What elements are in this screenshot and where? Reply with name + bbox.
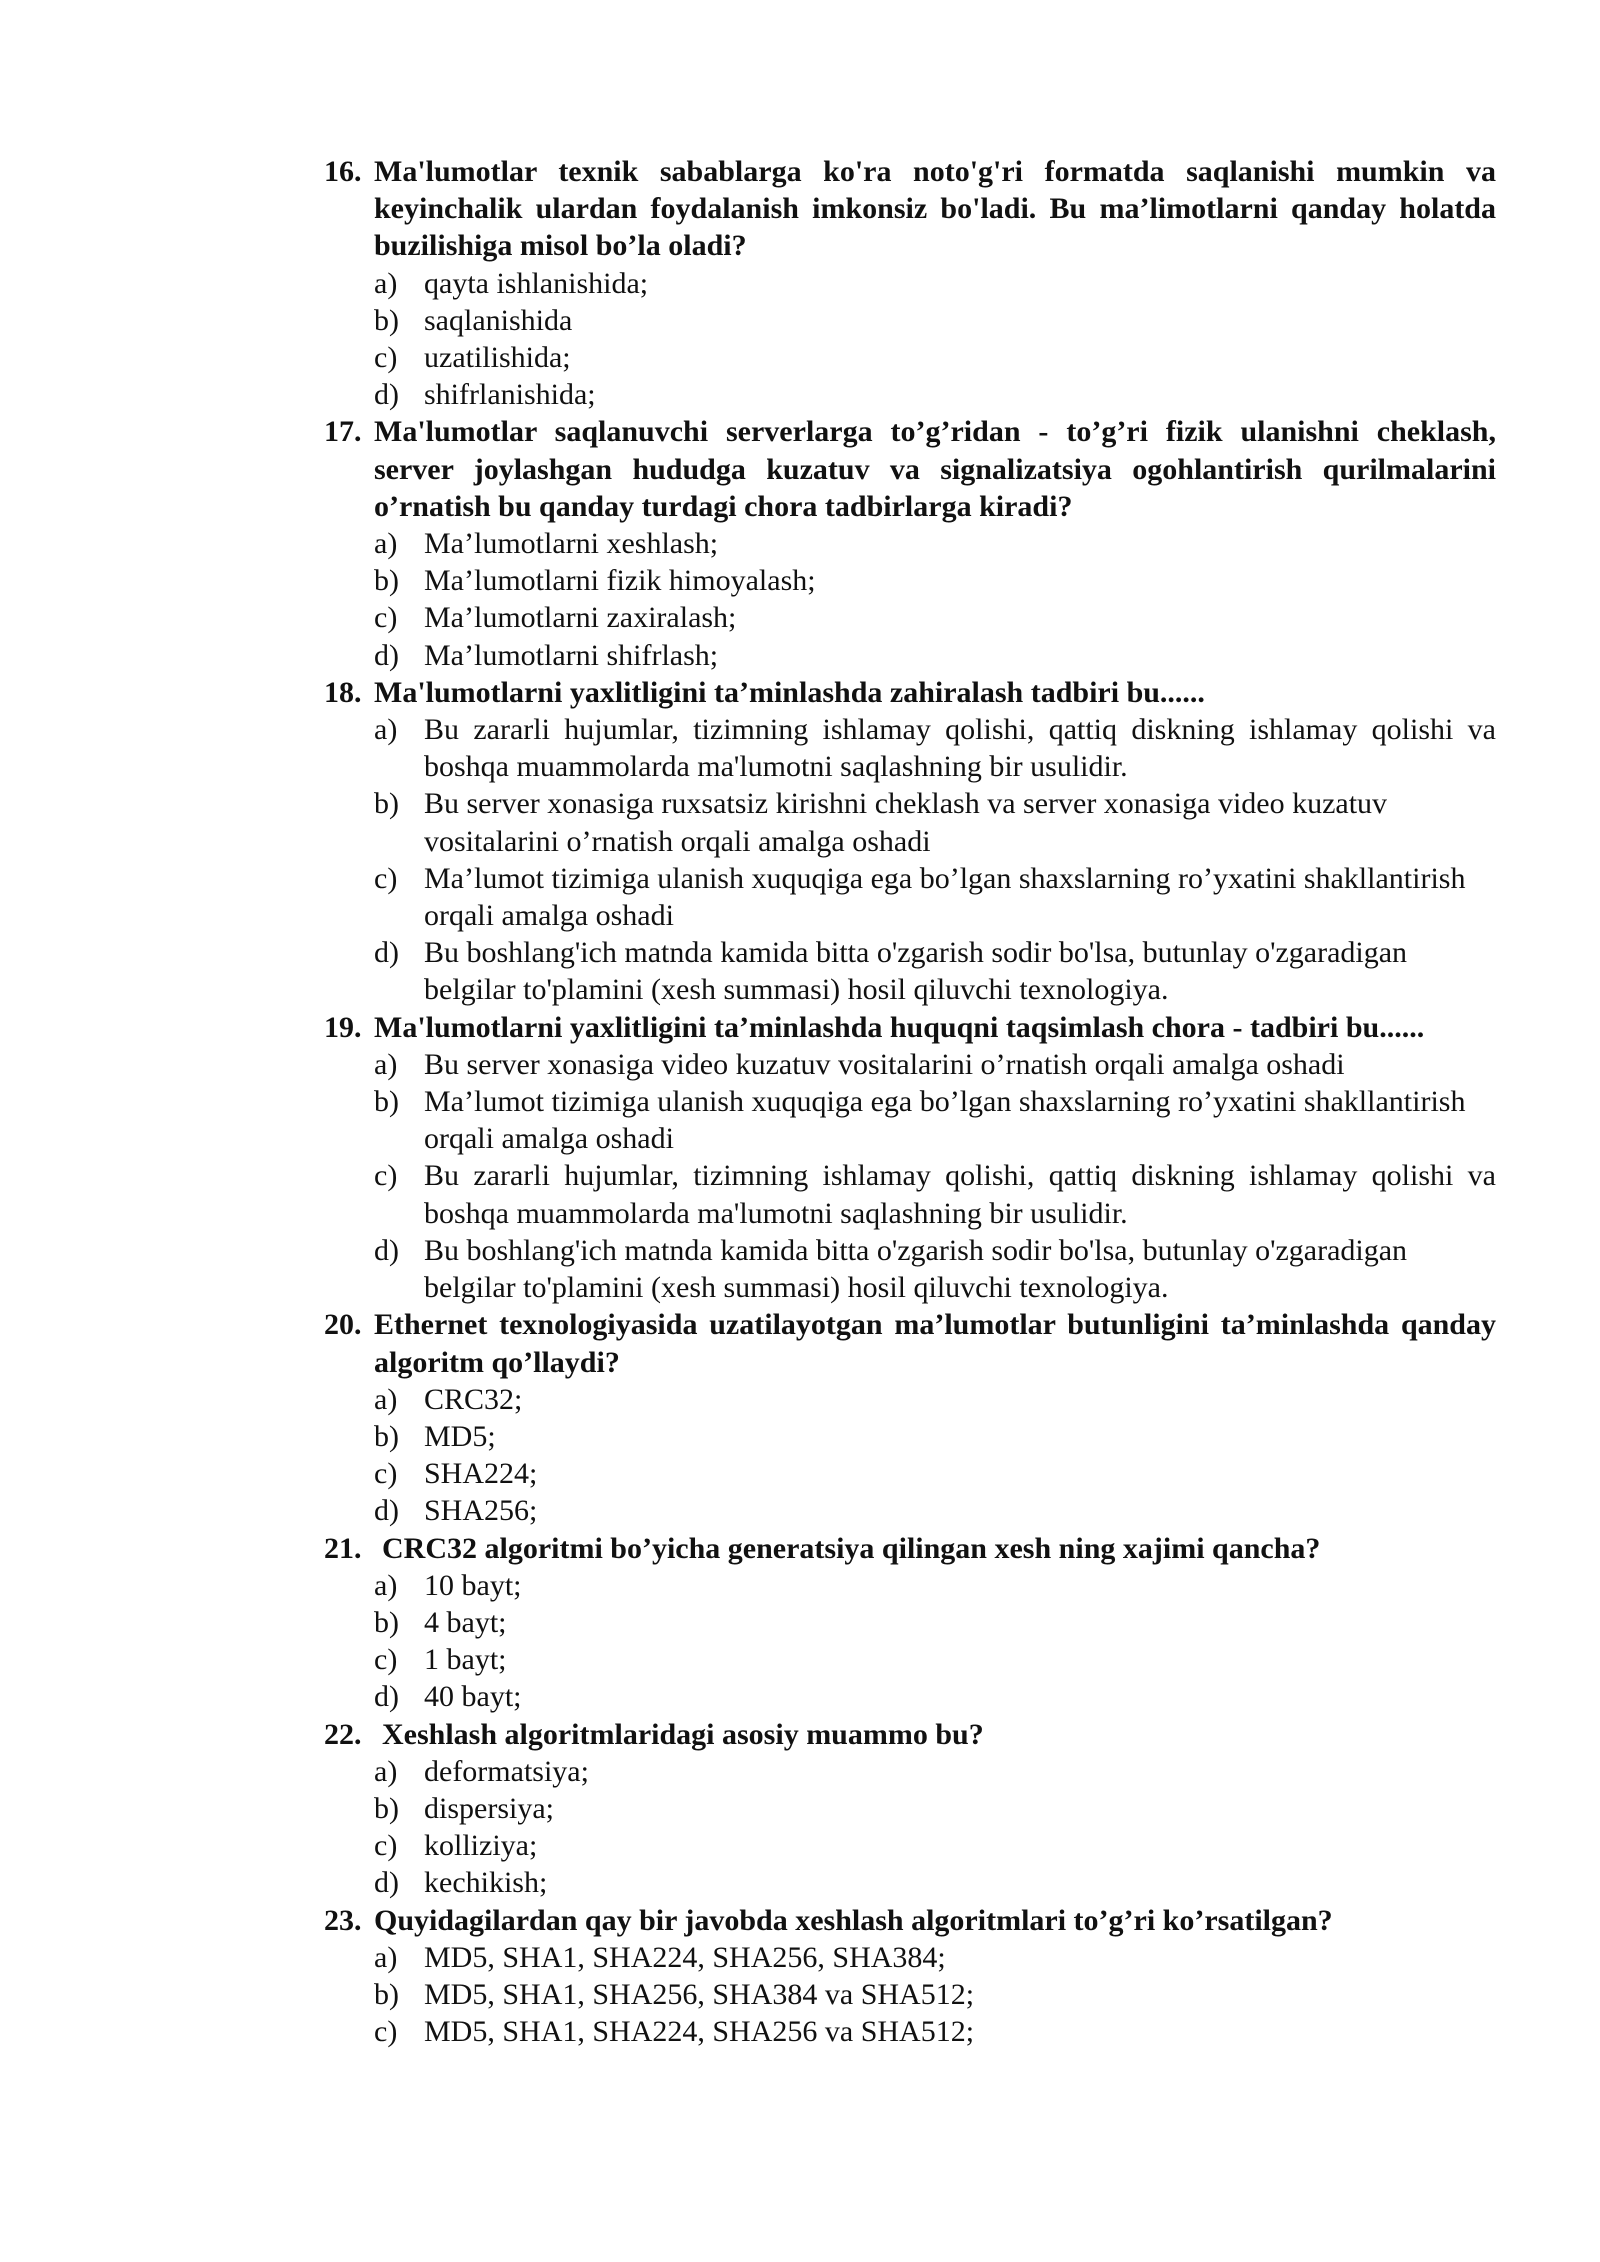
option-text: shifrlanishida;: [424, 378, 596, 412]
question-text: Ma'lumotlarni yaxlitligini ta’minlashda zahiralash tadbiri bu......: [374, 675, 1205, 709]
question-number: 23.: [324, 1903, 362, 1937]
answer-option: [374, 302, 1496, 339]
answer-option: [374, 1753, 1496, 1790]
answer-option: [374, 265, 1496, 302]
answer-option: [374, 711, 1496, 785]
option-text: kechikish;: [424, 1866, 548, 1900]
question-text: Ma'lumotlar texnik sabablarga ko'ra noto'g'ri formatda saqlanishi mumkin va keyinchalik ulardan foydalanish imkonsiz bo'ladi. Bu ma’limotlarni qanday holatda buzilishiga misol bo’la oladi?: [374, 155, 1496, 263]
option-text: qayta ishlanishida;: [424, 266, 649, 300]
question-text: Quyidagilardan qay bir javobda xeshlash algoritmlari to’g’ri ko’rsatilgan?: [374, 1903, 1333, 1937]
question-text: CRC32 algoritmi bo’yicha generatsiya qilingan xesh ning xajimi qancha?: [382, 1531, 1321, 1565]
option-letter: d): [374, 1494, 399, 1528]
option-letter: b): [374, 1085, 399, 1119]
answer-option: [374, 1455, 1496, 1492]
answer-options: [374, 1381, 1496, 1530]
option-letter: d): [374, 1233, 399, 1267]
option-text: 40 bayt;: [424, 1680, 522, 1714]
question-number: 22.: [324, 1717, 362, 1751]
answer-option: [374, 1046, 1496, 1083]
option-letter: b): [374, 1791, 399, 1825]
option-letter: b): [374, 564, 399, 598]
answer-option: [374, 1864, 1496, 1901]
answer-option: [374, 599, 1496, 636]
option-text: MD5;: [424, 1419, 496, 1453]
answer-option: [374, 1157, 1496, 1231]
option-letter: a): [374, 713, 398, 747]
answer-option: [374, 1381, 1496, 1418]
answer-option: [374, 1418, 1496, 1455]
option-text: Bu zararli hujumlar, tizimning ishlamay qolishi, qattiq diskning ishlamay qolishi va boshqa muammolarda ma'lumotni saqlashning bir usulidir.: [424, 1159, 1496, 1230]
option-text: uzatilishida;: [424, 341, 571, 375]
question-number: 16.: [324, 155, 362, 188]
option-letter: b): [374, 1605, 399, 1639]
question-number: 19.: [324, 1010, 362, 1044]
answer-option: [374, 339, 1496, 376]
question-17: [324, 413, 1496, 673]
question-text: Xeshlash algoritmlaridagi asosiy muammo bu?: [382, 1717, 984, 1751]
option-text: 4 bayt;: [424, 1605, 507, 1639]
question-number: 18.: [324, 675, 362, 709]
answer-options: [374, 1939, 1496, 2051]
question-16: [324, 153, 1496, 413]
answer-options: [374, 1753, 1496, 1902]
answer-option: [374, 1678, 1496, 1715]
question-number: 21.: [324, 1531, 362, 1565]
option-letter: d): [374, 936, 399, 970]
answer-option: [374, 860, 1496, 934]
option-letter: d): [374, 638, 399, 672]
question-text: Ma'lumotlar saqlanuvchi serverlarga to’g’ridan - to’g’ri fizik ulanishni cheklash, server joylashgan hududga kuzatuv va signalizatsiya ogohlantirish qurilmalarini o’rnatish bu qanday turdagi chora tadbirlarga kiradi?: [374, 415, 1496, 523]
option-letter: a): [374, 1047, 398, 1081]
answer-option: [374, 785, 1496, 859]
option-letter: a): [374, 266, 398, 300]
question-19: [324, 1009, 1496, 1307]
option-letter: d): [374, 1680, 399, 1714]
option-letter: c): [374, 1457, 398, 1491]
option-letter: c): [374, 1643, 398, 1677]
question-20: [324, 1306, 1496, 1529]
option-text: Bu server xonasiga video kuzatuv vositalarini o’rnatish orqali amalga oshadi: [424, 1047, 1345, 1081]
option-text: MD5, SHA1, SHA224, SHA256 va SHA512;: [424, 2015, 975, 2049]
answer-option: [374, 1492, 1496, 1529]
answer-options: [374, 1567, 1496, 1716]
option-text: 1 bayt;: [424, 1643, 507, 1677]
option-text: 10 bayt;: [424, 1568, 522, 1602]
option-letter: a): [374, 527, 398, 561]
option-letter: b): [374, 1977, 399, 2011]
answer-option: [374, 1567, 1496, 1604]
option-letter: a): [374, 1754, 398, 1788]
answer-option: [374, 1827, 1496, 1864]
answer-option: [374, 637, 1496, 674]
option-letter: d): [374, 1866, 399, 1900]
question-22: [324, 1716, 1496, 1902]
option-text: Bu zararli hujumlar, tizimning ishlamay qolishi, qattiq diskning ishlamay qolishi va boshqa muammolarda ma'lumotni saqlashning bir usulidir.: [424, 713, 1496, 784]
question-text: Ma'lumotlarni yaxlitligini ta’minlashda huquqni taqsimlash chora - tadbiri bu......: [374, 1010, 1425, 1044]
option-text: Ma’lumotlarni zaxiralash;: [424, 601, 737, 635]
option-text: Ma’lumot tizimiga ulanish xuquqiga ega bo’lgan shaxslarning ro’yxatini shakllantirish orqali amalga oshadi: [424, 1085, 1466, 1156]
answer-option: [374, 562, 1496, 599]
option-letter: b): [374, 1419, 399, 1453]
option-letter: b): [374, 787, 399, 821]
answer-options: [374, 1046, 1496, 1306]
answer-option: [374, 1641, 1496, 1678]
answer-options: [374, 265, 1496, 414]
option-letter: c): [374, 1829, 398, 1863]
option-letter: c): [374, 1159, 398, 1193]
answer-option: [374, 934, 1496, 1008]
option-text: MD5, SHA1, SHA256, SHA384 va SHA512;: [424, 1977, 975, 2011]
option-text: deformatsiya;: [424, 1754, 589, 1788]
option-text: CRC32;: [424, 1382, 523, 1416]
option-text: MD5, SHA1, SHA224, SHA256, SHA384;: [424, 1940, 946, 1974]
option-letter: b): [374, 303, 399, 337]
answer-option: [374, 1083, 1496, 1157]
option-text: Ma’lumotlarni shifrlash;: [424, 638, 719, 672]
option-text: dispersiya;: [424, 1791, 554, 1825]
option-letter: a): [374, 1568, 398, 1602]
option-letter: a): [374, 1940, 398, 1974]
answer-option: [374, 2013, 1496, 2050]
option-letter: c): [374, 861, 398, 895]
option-text: kolliziya;: [424, 1829, 538, 1863]
answer-option: [374, 525, 1496, 562]
answer-option: [374, 1232, 1496, 1306]
question-number: 17.: [324, 415, 362, 449]
option-letter: d): [374, 378, 399, 412]
option-text: SHA256;: [424, 1494, 538, 1528]
answer-option: [374, 1604, 1496, 1641]
option-text: Bu server xonasiga ruxsatsiz kirishni cheklash va server xonasiga video kuzatuv vositalarini o’rnatish orqali amalga oshadi: [424, 787, 1388, 858]
option-letter: c): [374, 2015, 398, 2049]
option-letter: c): [374, 341, 398, 375]
question-text: Ethernet texnologiyasida uzatilayotgan ma’lumotlar butunligini ta’minlashda qanday algoritm qo’llaydi?: [374, 1308, 1496, 1379]
question-23: [324, 1902, 1496, 2051]
option-text: Ma’lumotlarni xeshlash;: [424, 527, 719, 561]
answer-option: [374, 376, 1496, 413]
option-text: saqlanishida: [424, 303, 573, 337]
answer-options: [374, 525, 1496, 674]
question-18: [324, 674, 1496, 1009]
question-21: [324, 1530, 1496, 1716]
option-text: Ma’lumotlarni fizik himoyalash;: [424, 564, 816, 598]
answer-option: [374, 1939, 1496, 1976]
option-text: SHA224;: [424, 1457, 538, 1491]
option-letter: a): [374, 1382, 398, 1416]
option-text: Bu boshlang'ich matnda kamida bitta o'zgarish sodir bo'lsa, butunlay o'zgaradigan belgilar to'plamini (xesh summasi) hosil qiluvchi texnologiya.: [424, 1233, 1408, 1305]
document-page: [324, 153, 1496, 2050]
option-letter: c): [374, 601, 398, 635]
answer-option: [374, 1976, 1496, 2013]
option-text: Ma’lumot tizimiga ulanish xuquqiga ega bo’lgan shaxslarning ro’yxatini shakllantirish orqali amalga oshadi: [424, 861, 1466, 933]
answer-options: [374, 711, 1496, 1009]
question-number: 20.: [324, 1308, 362, 1342]
answer-option: [374, 1790, 1496, 1827]
option-text: Bu boshlang'ich matnda kamida bitta o'zgarish sodir bo'lsa, butunlay o'zgaradigan belgilar to'plamini (xesh summasi) hosil qiluvchi texnologiya.: [424, 936, 1408, 1007]
